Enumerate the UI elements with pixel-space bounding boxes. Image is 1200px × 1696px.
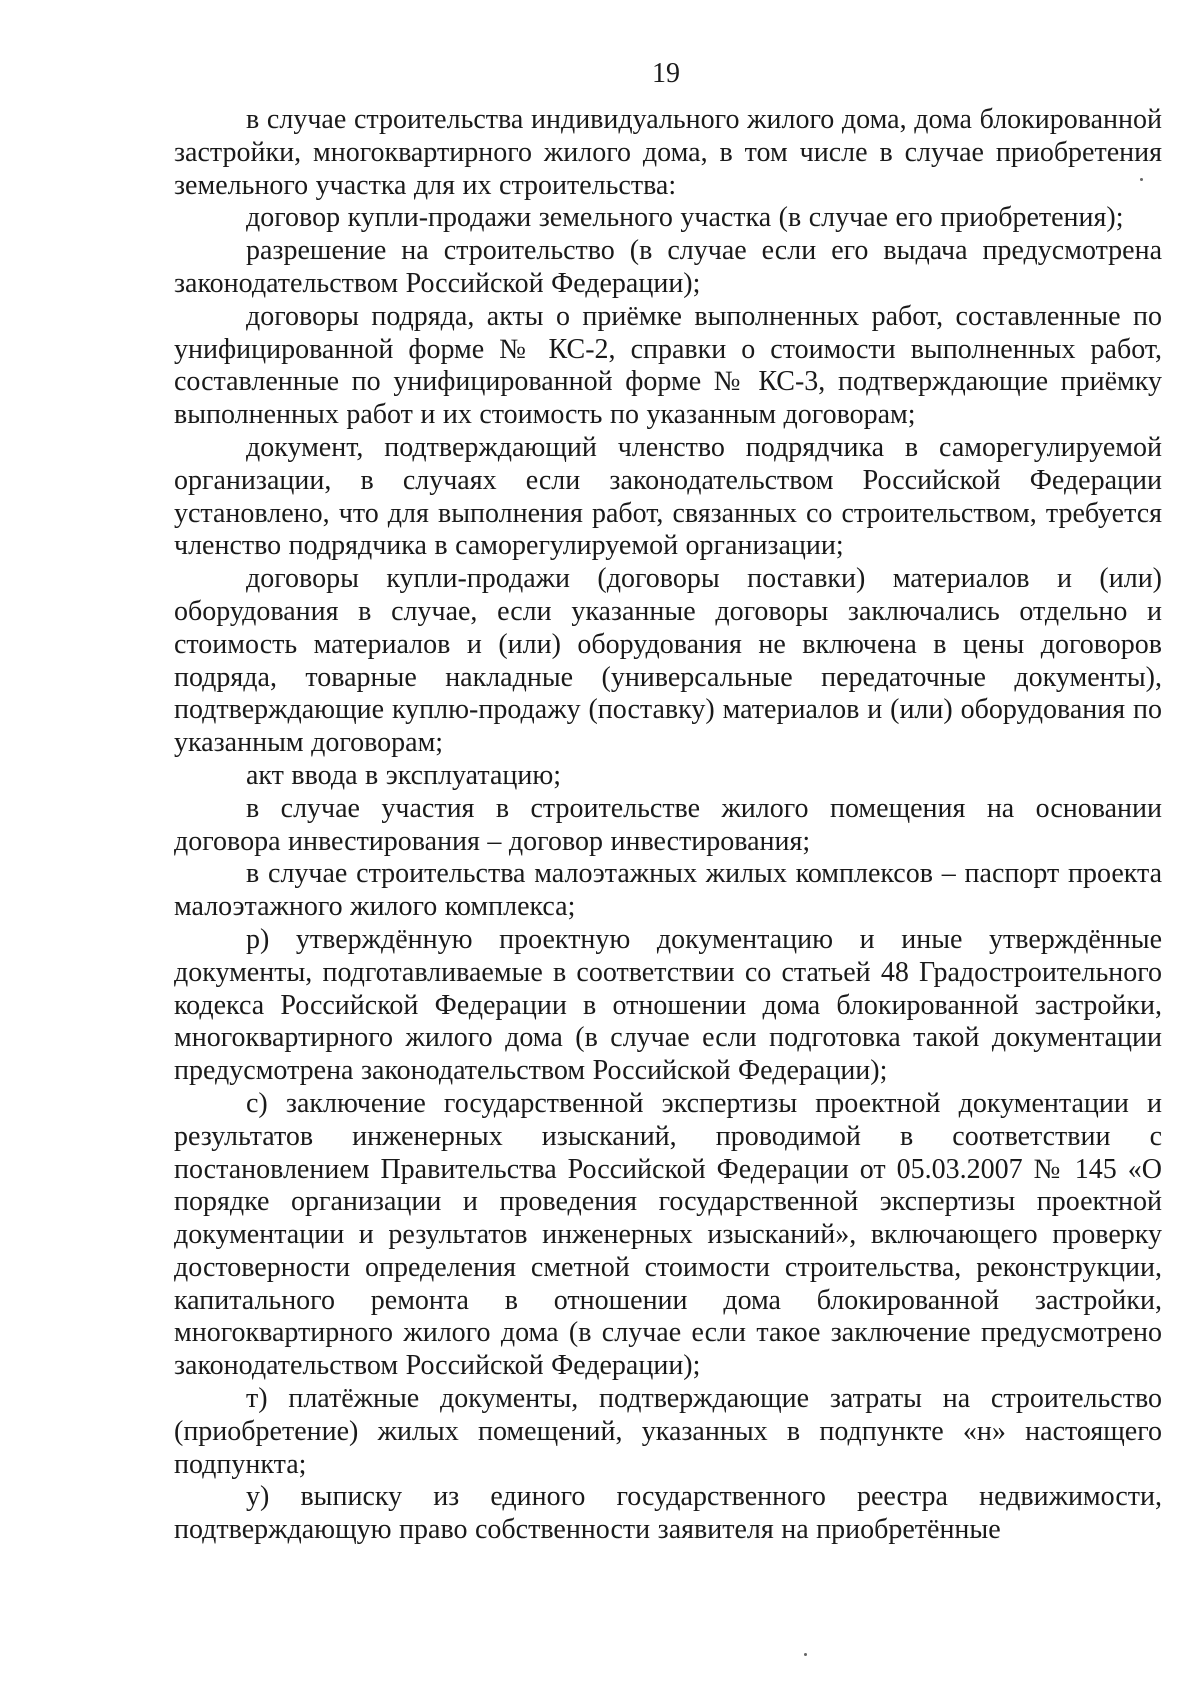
paragraph-construction-case: в случае строительства индивидуального жилого дома, дома блокированной застройки, многоквартирного жилого дома, в том числе в случае приобретения земельного участка для их строительства: — [174, 104, 1162, 201]
paragraph-item-s: с) заключение государственной экспертизы проектной документации и результатов инженерных изысканий, проводимой в соответствии с постановлением Правительства Российской Федерации от 05.03.2007 № 145 «О порядке организации и проведения государственной экспертизы проектной документации и результатов инженерных изысканий», включающего проверку достоверности определения сметной стоимости строительства, реконструкции, капитального ремонта в отношении дома блокированной застройки, многоквартирного жилого дома (в случае если такое заключение предусмотрено законодательством Российской Федерации); — [174, 1087, 1162, 1382]
paragraph-land-purchase-contract: договор купли-продажи земельного участка (в случае его приобретения); — [246, 202, 1124, 234]
paragraph-construction-permit: разрешение на строительство (в случае если его выдача предусмотрена законодательством Российской Федерации); — [174, 235, 1162, 299]
paragraph-commissioning-act: акт ввода в эксплуатацию; — [246, 759, 562, 791]
paragraph-low-rise-passport: в случае строительства малоэтажных жилых комплексов – паспорт проекта малоэтажного жилого комплекса; — [174, 858, 1162, 923]
document-body — [174, 104, 1162, 1547]
page-number: 19 — [652, 58, 680, 89]
paragraph-contracts-acts-ks2-ks3: договоры подряда, акты о приёмке выполненных работ, составленные по унифицированной форме № КС-2, справки о стоимости выполненных работ, составленные по унифицированной форме № КС-3, подтверждающие приёмку выполненных работ и их стоимость по указанным договорам; — [174, 300, 1162, 431]
paragraph-materials-contracts: договоры купли-продажи (договоры поставки) материалов и (или) оборудования в случае, если указанные договоры заключались отдельно и стоимость материалов и (или) оборудования не включена в цены договоров подряда, товарные накладные (универсальные передаточные документы), подтверждающие куплю-продажу (поставку) материалов и (или) оборудования по указанным договорам; — [174, 563, 1162, 759]
paragraph-item-t: т) платёжные документы, подтверждающие затраты на строительство (приобретение) жилых помещений, указанных в подпункте «н» настоящего подпункта; — [174, 1383, 1162, 1480]
paragraph-investment-contract: в случае участия в строительстве жилого помещения на основании договора инвестирования – договор инвестирования; — [174, 792, 1162, 857]
paragraph-item-u: у) выписку из единого государственного реестра недвижимости, подтверждающую право собственности заявителя на приобретённые — [174, 1481, 1162, 1546]
scan-speck — [804, 1653, 807, 1656]
scan-speck — [1140, 178, 1143, 181]
paragraph-sro-membership: документ, подтверждающий членство подрядчика в саморегулируемой организации, в случаях если законодательством Российской Федерации установлено, что для выполнения работ, связанных со строительством, требуется членство подрядчика в саморегулируемой организации; — [174, 431, 1162, 562]
paragraph-item-r: р) утверждённую проектную документацию и иные утверждённые документы, подготавливаемые в соответствии со статьей 48 Градостроительного кодекса Российской Федерации в отношении дома блокированной застройки, многоквартирного жилого дома (в случае если подготовка такой документации предусмотрена законодательством Российской Федерации); — [174, 923, 1162, 1087]
